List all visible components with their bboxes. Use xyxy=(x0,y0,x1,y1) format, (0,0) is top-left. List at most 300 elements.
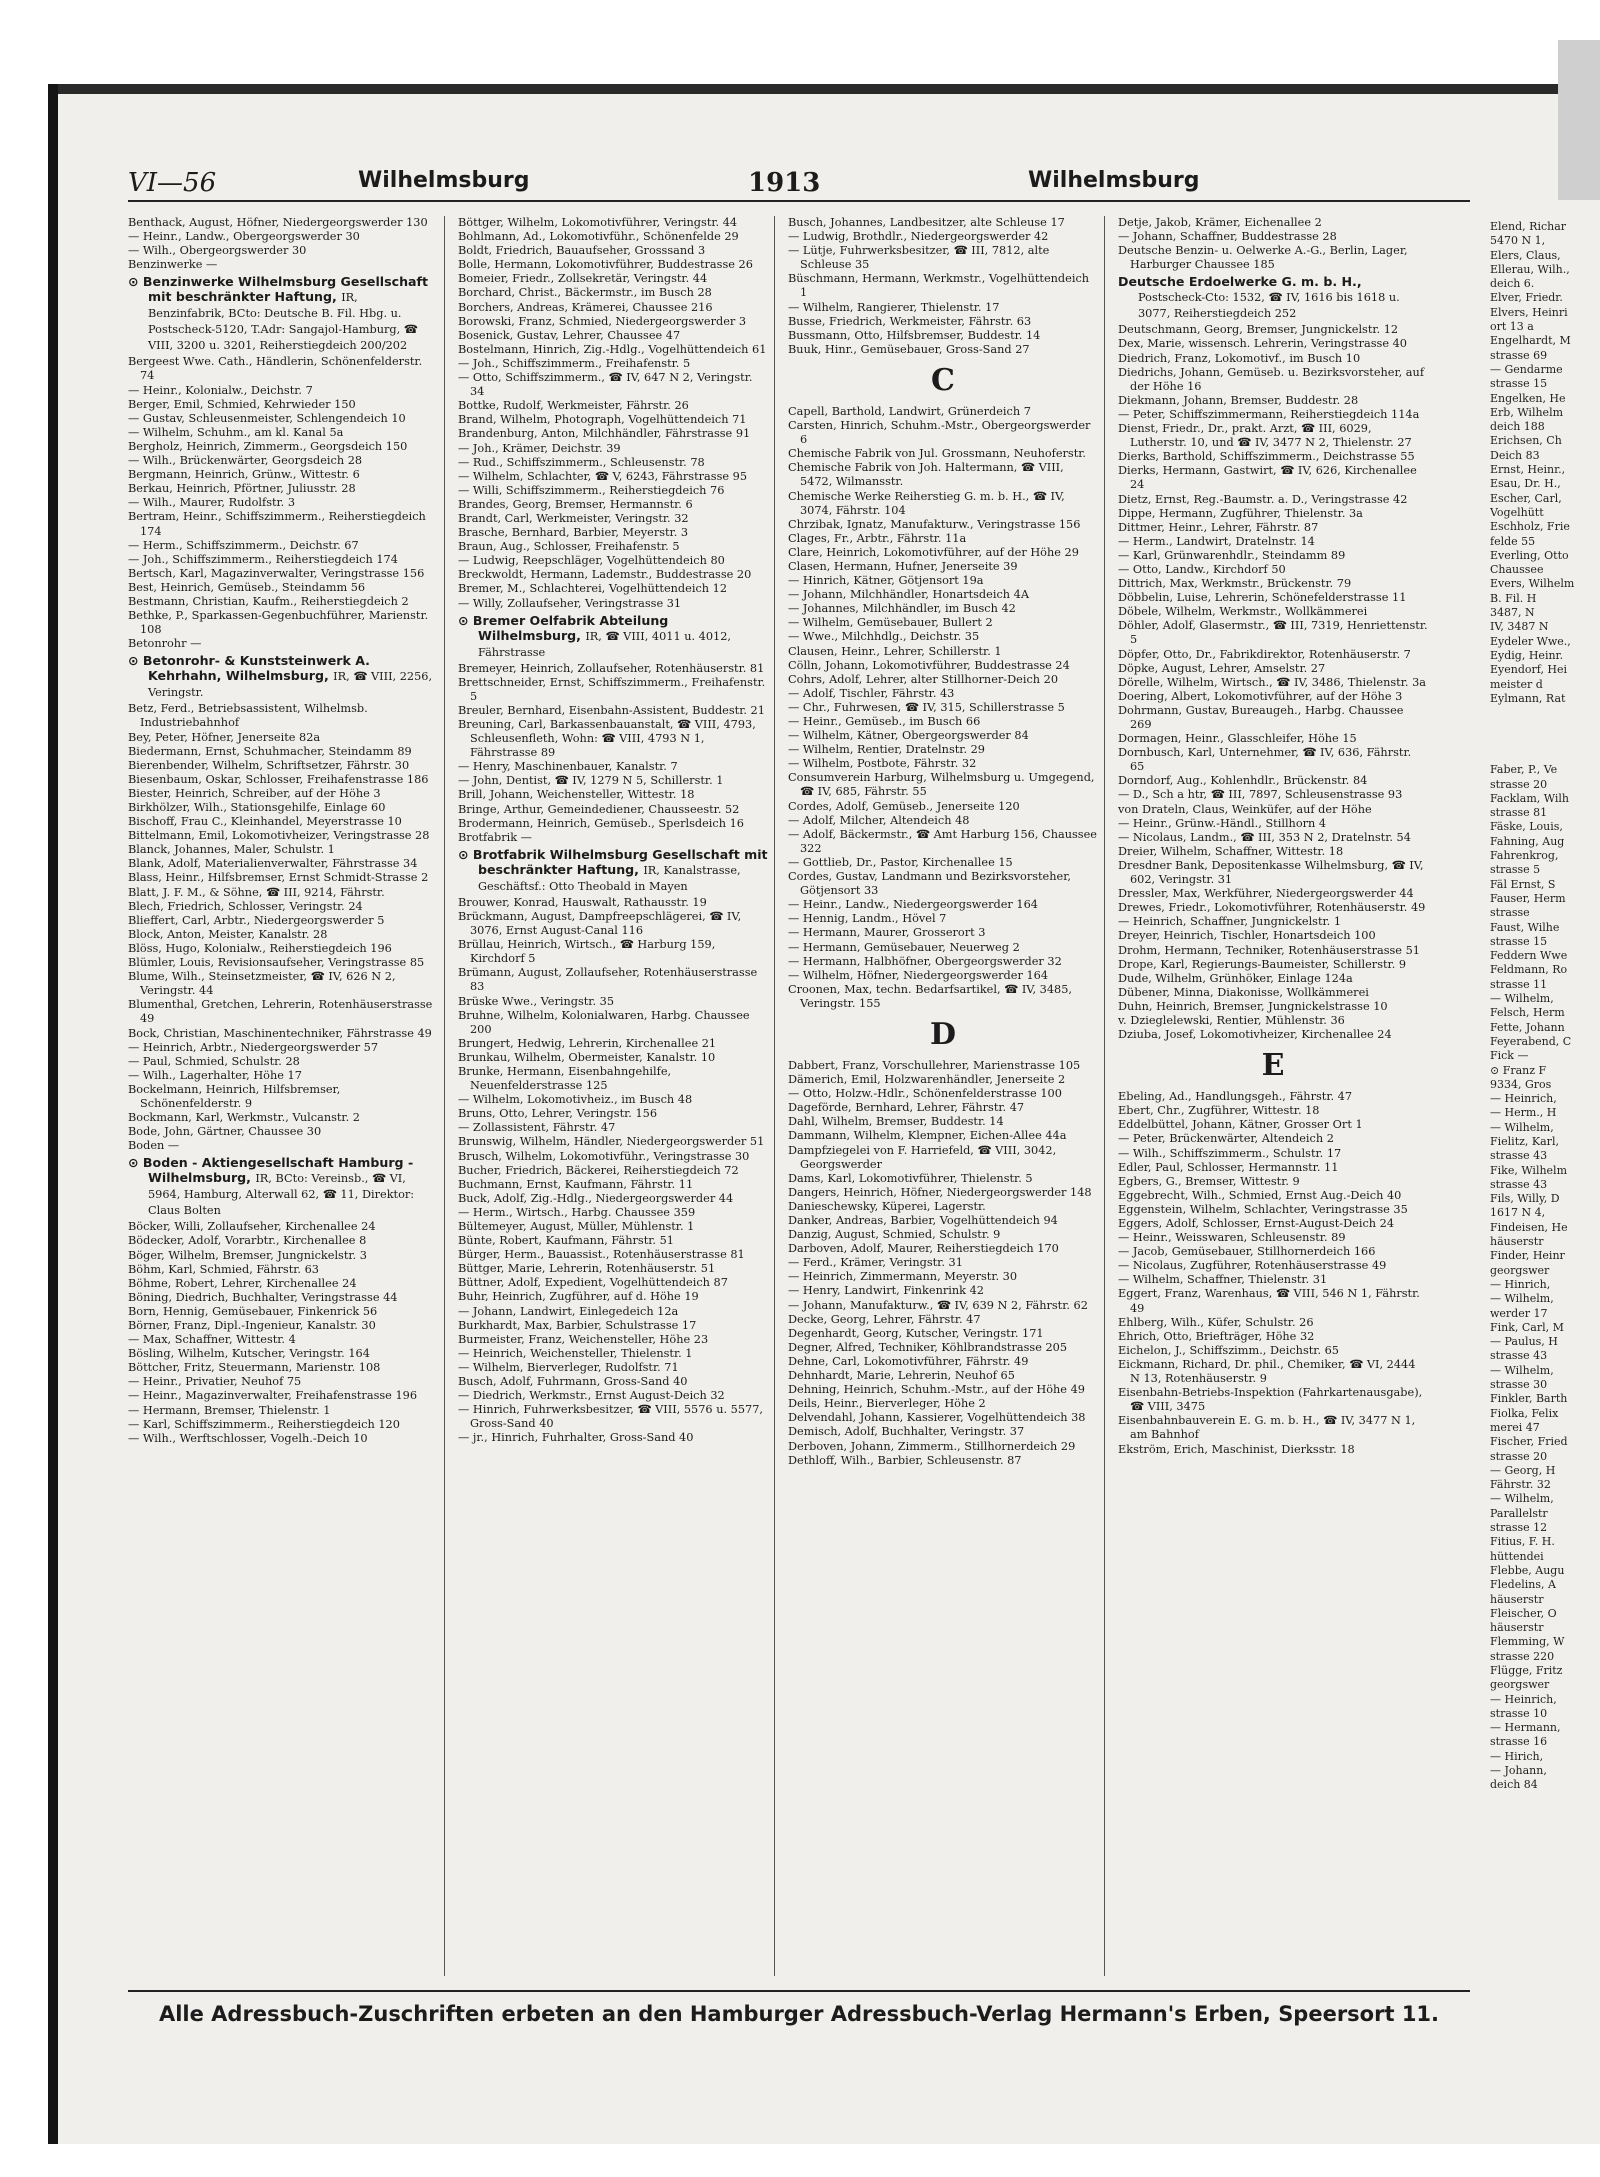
header-year: 1913 xyxy=(748,168,821,198)
directory-entry: Betonrohr — xyxy=(128,637,202,651)
directory-entry: — Rud., Schiffszimmerm., Schleusenstr. 78 xyxy=(458,455,705,469)
adjacent-entry-fragment: Eschholz, Frie xyxy=(1490,520,1570,534)
directory-entry: Croonen, Max, techn. Bedarfsartikel, ☎ IV, 3485, Veringstr. 155 xyxy=(788,982,1072,1010)
adjacent-entry-fragment: 1617 N 4, xyxy=(1490,1206,1546,1220)
directory-entry: Döbbelin, Luise, Lehrerin, Schönefelderstrasse 11 xyxy=(1118,591,1407,605)
adjacent-entry-fragment: strasse 43 xyxy=(1490,1349,1548,1363)
adjacent-entry-fragment: Vogelhütt xyxy=(1490,505,1544,519)
adjacent-entry-fragment: Findeisen, He xyxy=(1490,1220,1568,1234)
directory-entry: Buck, Adolf, Zig.-Hdlg., Niedergeorgswerder 44 xyxy=(458,1191,734,1205)
directory-entry: Bey, Peter, Höfner, Jenerseite 82a xyxy=(128,730,321,744)
directory-entry: Bottke, Rudolf, Werkmeister, Fährstr. 26 xyxy=(458,399,689,413)
directory-entry: — Otto, Schiffszimmerm., ☎ IV, 647 N 2, Veringstr. 34 xyxy=(458,371,753,399)
directory-entry: Breuler, Bernhard, Eisenbahn-Assistent, Buddestr. 21 xyxy=(458,703,765,717)
firm-name: Deutsche Erdoelwerke G. m. b. H., xyxy=(1118,274,1362,290)
directory-entry: — Heinr., Grünw.-Händl., Stillhorn 4 xyxy=(1118,816,1327,830)
directory-entry: Doering, Albert, Lokomotivführer, auf der Höhe 3 xyxy=(1118,689,1403,703)
adjacent-entry-fragment: strasse 20 xyxy=(1490,1449,1548,1463)
directory-entry: Cordes, Gustav, Landmann und Bezirksvorsteher, Götjensort 33 xyxy=(788,870,1071,898)
directory-entry: Eddelbüttel, Johann, Kätner, Grosser Ort 1 xyxy=(1118,1118,1363,1132)
adjacent-entry-fragment: häuserstr xyxy=(1490,1592,1544,1606)
directory-entry: Deutsche Benzin- u. Oelwerke A.-G., Berlin, Lager, Harburger Chaussee 185 xyxy=(1118,244,1408,272)
directory-column-4 xyxy=(1118,216,1434,1976)
adjacent-entry-fragment: hüttendei xyxy=(1490,1549,1544,1563)
directory-entry: — Heinr., Kolonialw., Deichstr. 7 xyxy=(128,383,313,397)
adjacent-entry-fragment: — Hermann, xyxy=(1490,1721,1561,1735)
adjacent-entry-fragment: georgswer xyxy=(1490,1263,1550,1277)
directory-entry: Benthack, August, Höfner, Niedergeorgswerder 130 xyxy=(128,216,428,229)
firm-listing xyxy=(128,653,438,700)
adjacent-entry-fragment: 9334, Gros xyxy=(1490,1077,1552,1091)
adjacent-entry-fragment: Elver, Friedr. xyxy=(1490,291,1563,305)
directory-entry: — Hermann, Bremser, Thielenstr. 1 xyxy=(128,1403,331,1417)
directory-entry: Born, Hennig, Gemüsebauer, Finkenrick 56 xyxy=(128,1304,378,1318)
directory-entry: Bittelmann, Emil, Lokomotivheizer, Veringstrasse 28 xyxy=(128,829,430,843)
directory-entry: Dangers, Heinrich, Höfner, Niedergeorgswerder 148 xyxy=(788,1185,1092,1199)
adjacent-entry-fragment: Flebbe, Augu xyxy=(1490,1563,1565,1577)
directory-entry: Brümann, August, Zollaufseher, Rotenhäuserstrasse 83 xyxy=(458,966,758,994)
adjacent-entry-fragment: Elvers, Heinri xyxy=(1490,305,1568,319)
directory-entry: — Wilh., Brückenwärter, Georgsdeich 28 xyxy=(128,454,363,468)
directory-entry: Bertram, Heinr., Schiffszimmerm., Reiherstiegdeich 174 xyxy=(128,510,426,538)
adjacent-entry-fragment: Fäl Ernst, S xyxy=(1490,877,1556,891)
directory-entry: — Hermann, Halbhöfner, Obergeorgswerder 32 xyxy=(788,954,1062,968)
directory-entry: Busch, Adolf, Fuhrmann, Gross-Sand 40 xyxy=(458,1375,688,1389)
adjacent-entry-fragment: Eydeler Wwe., xyxy=(1490,634,1571,648)
directory-entry: v. Dzieglelewski, Rentier, Mühlenstr. 36 xyxy=(1118,1013,1345,1027)
adjacent-entry-fragment: Finder, Heinr xyxy=(1490,1249,1565,1263)
directory-entry: — Wilhelm, Schuhm., am kl. Kanal 5a xyxy=(128,425,344,439)
directory-entry: Chemische Fabrik von Joh. Haltermann, ☎ VIII, 5472, Wilmansstr. xyxy=(788,461,1064,489)
directory-entry: — Otto, Holzw.-Hdlr., Schönenfelderstrasse 100 xyxy=(788,1087,1062,1101)
adjacent-entry-fragment: meister d xyxy=(1490,677,1543,691)
directory-entry: Brodermann, Heinrich, Gemüseb., Sperlsdeich 16 xyxy=(458,816,744,830)
directory-entry: Brunkau, Wilhelm, Obermeister, Kanalstr. 10 xyxy=(458,1050,716,1064)
directory-column-3 xyxy=(788,216,1105,1976)
directory-entry: — Chr., Fuhrwesen, ☎ IV, 315, Schillerstrasse 5 xyxy=(788,700,1065,714)
firm-detail: IR, ☎ VIII, 4011 u. 4012, Fährstrasse xyxy=(478,629,732,659)
adjacent-entry-fragment: Faber, P., Ve xyxy=(1490,763,1558,777)
directory-entry: Chemische Fabrik von Jul. Grossmann, Neuhoferstr. xyxy=(788,447,1087,461)
directory-entry: — Peter, Brückenwärter, Altendeich 2 xyxy=(1118,1132,1334,1146)
directory-entry: — Peter, Schiffszimmermann, Reiherstiegdeich 114a xyxy=(1118,407,1420,421)
adjacent-entry-fragment: IV, 3487 N xyxy=(1490,620,1549,634)
directory-entry: Bünte, Robert, Kaufmann, Fährstr. 51 xyxy=(458,1234,674,1248)
directory-entry: Drewes, Friedr., Lokomotivführer, Rotenhäuserstr. 49 xyxy=(1118,901,1426,915)
directory-entry: Bischoff, Frau C., Kleinhandel, Meyerstrasse 10 xyxy=(128,815,402,829)
adjacent-entry-fragment: Eylmann, Rat xyxy=(1490,691,1566,705)
directory-entry: Dornbusch, Karl, Unternehmer, ☎ IV, 636, Fährstr. 65 xyxy=(1118,746,1412,774)
directory-entry: — Heinrich, Weichensteller, Thielenstr. 1 xyxy=(458,1346,693,1360)
directory-entry: — Heinr., Landw., Obergeorgswerder 30 xyxy=(128,230,360,244)
page-header xyxy=(128,160,1470,202)
directory-entry: Bödecker, Adolf, Vorarbtr., Kirchenallee 8 xyxy=(128,1234,367,1248)
firm-name: ⊙ Betonrohr- & Kunststeinwerk A. Kehrhahn, Wilhelmsburg, xyxy=(128,653,370,684)
directory-entry: Brungert, Hedwig, Lehrerin, Kirchenallee 21 xyxy=(458,1036,717,1050)
directory-entry: — Wilhelm, Lokomotivheiz., im Busch 48 xyxy=(458,1093,693,1107)
directory-entry: — Adolf, Tischler, Fährstr. 43 xyxy=(788,686,955,700)
directory-entry: Eggers, Adolf, Schlosser, Ernst-August-Deich 24 xyxy=(1118,1217,1395,1230)
directory-entry: Cohrs, Adolf, Lehrer, alter Stillhorner-Deich 20 xyxy=(788,672,1059,686)
directory-entry: Berkau, Heinrich, Pförtner, Juliusstr. 28 xyxy=(128,482,356,496)
directory-entry: Eggebrecht, Wilh., Schmied, Ernst Aug.-Deich 40 xyxy=(1118,1188,1402,1202)
directory-entry: Clausen, Heinr., Lehrer, Schillerstr. 1 xyxy=(788,644,1002,658)
adjacent-entry-fragment: Flemming, W xyxy=(1490,1635,1565,1649)
directory-entry: Drohm, Hermann, Techniker, Rotenhäuserstrasse 51 xyxy=(1118,943,1420,957)
adjacent-entry-fragment: — Paulus, H xyxy=(1490,1335,1558,1349)
directory-entry: — Hennig, Landm., Hövel 7 xyxy=(788,912,947,926)
directory-entry: Detje, Jakob, Krämer, Eichenallee 2 xyxy=(1118,216,1322,229)
adjacent-entry-fragment: Fischer, Fried xyxy=(1490,1435,1568,1449)
adjacent-entry-fragment: Erb, Wilhelm xyxy=(1490,405,1564,419)
directory-entry: Cordes, Adolf, Gemüseb., Jenerseite 120 xyxy=(788,799,1020,813)
directory-entry: Blass, Heinr., Hilfsbremser, Ernst Schmidt-Strasse 2 xyxy=(128,871,429,885)
directory-entry: Borchard, Christ., Bäckermstr., im Busch 28 xyxy=(458,286,712,300)
directory-entry: — Willi, Schiffszimmerm., Reiherstiegdeich 76 xyxy=(458,483,725,497)
directory-entry: Blumenthal, Gretchen, Lehrerin, Rotenhäuserstrasse 49 xyxy=(128,998,433,1026)
directory-entry: — Ludwig, Reepschläger, Vogelhüttendeich 80 xyxy=(458,554,725,568)
adjacent-entry-fragment: Fahning, Aug xyxy=(1490,834,1565,848)
directory-entry: Böning, Diedrich, Buchhalter, Veringstrasse 44 xyxy=(128,1290,398,1304)
directory-entry: Biesenbaum, Oskar, Schlosser, Freihafenstrasse 186 xyxy=(128,772,429,786)
adjacent-entry-fragment: Fauser, Herm xyxy=(1490,891,1566,905)
adjacent-entry-fragment: Fink, Carl, M xyxy=(1490,1320,1564,1334)
directory-entry: Brettschneider, Ernst, Schiffszimmerm., Freihafenstr. 5 xyxy=(458,675,766,703)
directory-entry: Dehning, Heinrich, Schuhm.-Mstr., auf der Höhe 49 xyxy=(788,1383,1085,1397)
directory-entry: — Joh., Krämer, Deichstr. 39 xyxy=(458,441,621,455)
directory-entry: — Adolf, Milcher, Altendeich 48 xyxy=(788,813,970,827)
directory-entry: Duhn, Heinrich, Bremser, Jungnickelstrasse 10 xyxy=(1118,999,1388,1013)
adjacent-entry-fragment: Faust, Wilhe xyxy=(1490,920,1560,934)
adjacent-entry-fragment: strasse 69 xyxy=(1490,348,1548,362)
adjacent-entry-fragment: strasse 20 xyxy=(1490,777,1548,791)
directory-entry: Dietz, Ernst, Reg.-Baumstr. a. D., Veringstrasse 42 xyxy=(1118,492,1408,506)
directory-entry: Blümler, Louis, Revisionsaufseher, Veringstrasse 85 xyxy=(128,956,425,970)
directory-entry: Burkhardt, Max, Barbier, Schulstrasse 17 xyxy=(458,1318,697,1332)
directory-entry: Boden — xyxy=(128,1139,180,1153)
directory-entry: — Nicolaus, Landm., ☎ III, 353 N 2, Dratelnstr. 54 xyxy=(1118,830,1411,844)
directory-entry: — Wilh., Maurer, Rudolfstr. 3 xyxy=(128,496,296,510)
directory-entry: Eggenstein, Wilhelm, Schlachter, Veringstrasse 35 xyxy=(1118,1202,1408,1216)
directory-entry: Bockmann, Karl, Werkmstr., Vulcanstr. 2 xyxy=(128,1111,360,1125)
directory-entry: Döhler, Adolf, Glasermstr., ☎ III, 7319, Henriettenstr. 5 xyxy=(1118,619,1428,647)
directory-entry: — Ludwig, Brothdlr., Niedergeorgswerder 42 xyxy=(788,230,1049,244)
directory-entry: Berger, Emil, Schmied, Kehrwieder 150 xyxy=(128,397,356,411)
adjacent-entry-fragment: Fitius, F. H. xyxy=(1490,1535,1555,1549)
firm-listing xyxy=(458,613,768,660)
directory-entry: Brand, Wilhelm, Photograph, Vogelhüttendeich 71 xyxy=(458,413,747,427)
adjacent-entry-fragment: Everling, Otto xyxy=(1490,548,1569,562)
directory-entry: Borowski, Franz, Schmied, Niedergeorgswerder 3 xyxy=(458,314,747,328)
adjacent-entry-fragment: Fette, Johann xyxy=(1490,1020,1565,1034)
adjacent-entry-fragment: Fike, Wilhelm xyxy=(1490,1163,1568,1177)
directory-entry: Bock, Christian, Maschinentechniker, Fährstrasse 49 xyxy=(128,1026,432,1040)
directory-entry: Dörelle, Wilhelm, Wirtsch., ☎ IV, 3486, Thielenstr. 3a xyxy=(1118,675,1426,689)
directory-entry: — Heinr., Weisswaren, Schleusenstr. 89 xyxy=(1118,1231,1346,1245)
directory-entry: Darboven, Adolf, Maurer, Reiherstiegdeich 170 xyxy=(788,1242,1059,1256)
directory-entry: — Wilhelm, Bierverleger, Rudolfstr. 71 xyxy=(458,1360,679,1374)
adjacent-entry-fragment: Deich 83 xyxy=(1490,448,1540,462)
directory-entry: Buchmann, Ernst, Kaufmann, Fährstr. 11 xyxy=(458,1177,694,1191)
firm-detail: IR, Kanalstrasse, Geschäftsf.: Otto Theobald in Mayen xyxy=(478,863,741,893)
directory-entry: Dammann, Wilhelm, Klempner, Eichen-Allee 44a xyxy=(788,1129,1067,1143)
directory-entry: — Heinr., Gemüseb., im Busch 66 xyxy=(788,715,981,728)
directory-entry: Chemische Werke Reiherstieg G. m. b. H., ☎ IV, 3074, Fährstr. 104 xyxy=(788,489,1065,517)
directory-entry: Dierks, Hermann, Gastwirt, ☎ IV, 626, Kirchenallee 24 xyxy=(1118,464,1417,492)
directory-entry: Borchers, Andreas, Krämerei, Chaussee 216 xyxy=(458,300,713,314)
directory-entry: — Johann, Milchhändler, Honartsdeich 4A xyxy=(788,588,1029,602)
directory-entry: Eisenbahnbauverein E. G. m. b. H., ☎ IV, 3477 N 1, am Bahnhof xyxy=(1118,1414,1416,1442)
directory-entry: Eickmann, Richard, Dr. phil., Chemiker, ☎ VI, 2444 N 13, Rotenhäuserstr. 9 xyxy=(1118,1357,1416,1386)
directory-entry: Drope, Karl, Regierungs-Baumeister, Schillerstr. 9 xyxy=(1118,957,1407,971)
directory-entry: Bruhne, Wilhelm, Kolonialwaren, Harbg. Chaussee 200 xyxy=(458,1008,750,1036)
directory-entry: Böttger, Wilhelm, Lokomotivführer, Veringstr. 44 xyxy=(458,216,738,229)
adjacent-entry-fragment xyxy=(1490,706,1600,720)
directory-entry: Breckwoldt, Hermann, Lademstr., Buddestrasse 20 xyxy=(458,568,752,582)
directory-entry: Bürger, Herm., Bauassist., Rotenhäuserstrasse 81 xyxy=(458,1248,745,1262)
directory-entry: Demisch, Adolf, Buchhalter, Veringstr. 37 xyxy=(788,1425,1025,1439)
adjacent-entry-fragment: Eyendorf, Hei xyxy=(1490,663,1568,677)
directory-entry: — Johannes, Milchhändler, im Busch 42 xyxy=(788,602,1016,616)
adjacent-entry-fragment: Ellerau, Wilh., xyxy=(1490,262,1570,276)
directory-entry: — Wwe., Milchhdlg., Deichstr. 35 xyxy=(788,630,980,644)
directory-entry: — Henry, Landwirt, Finkenrink 42 xyxy=(788,1284,984,1298)
adjacent-entry-fragment: häuserstr xyxy=(1490,1235,1544,1249)
adjacent-entry-fragment: Ernst, Heinr., xyxy=(1490,463,1566,477)
directory-entry: Dittmer, Heinr., Lehrer, Fährstr. 87 xyxy=(1118,520,1319,534)
firm-listing xyxy=(458,847,768,894)
directory-entry: Benzinwerke — xyxy=(128,258,218,272)
directory-entry: — Johann, Schaffner, Buddestrasse 28 xyxy=(1118,230,1337,244)
adjacent-entry-fragment: felde 55 xyxy=(1490,534,1536,548)
adjacent-entry-fragment: ⊙ Franz F xyxy=(1490,1063,1547,1077)
directory-column-1 xyxy=(128,216,445,1976)
directory-entry: Brandt, Carl, Werkmeister, Veringstr. 32 xyxy=(458,511,689,525)
directory-entry: — Wilh., Schiffszimmerm., Schulstr. 17 xyxy=(1118,1146,1342,1160)
adjacent-entry-fragment: deich 84 xyxy=(1490,1778,1538,1792)
directory-entry: Böhme, Robert, Lehrer, Kirchenallee 24 xyxy=(128,1276,357,1290)
directory-entry: Clages, Fr., Arbtr., Fährstr. 11a xyxy=(788,531,967,545)
directory-entry: Büttger, Marie, Lehrerin, Rotenhäuserstr. 51 xyxy=(458,1262,716,1276)
directory-entry: Bremeyer, Heinrich, Zollaufseher, Rotenhäuserstr. 81 xyxy=(458,661,765,675)
adjacent-entry-fragment: Fäske, Louis, xyxy=(1490,820,1563,834)
directory-entry: Brüllau, Heinrich, Wirtsch., ☎ Harburg 159, Kirchdorf 5 xyxy=(458,938,716,966)
adjacent-entry-fragment: Fleischer, O xyxy=(1490,1606,1557,1620)
directory-entry: — Adolf, Bäckermstr., ☎ Amt Harburg 156, Chaussee 322 xyxy=(788,827,1097,855)
directory-entry: — D., Sch a htr, ☎ III, 7897, Schleusenstrasse 93 xyxy=(1118,788,1403,802)
directory-entry: von Drateln, Claus, Weinküfer, auf der Höhe xyxy=(1118,802,1372,816)
directory-entry: Ehlberg, Wilh., Küfer, Schulstr. 26 xyxy=(1118,1315,1314,1329)
directory-entry: Burmeister, Franz, Weichensteller, Höhe 23 xyxy=(458,1332,709,1346)
directory-entry: — Karl, Grünwarenhdlr., Steindamm 89 xyxy=(1118,548,1346,562)
adjacent-entry-fragment: strasse 15 xyxy=(1490,934,1548,948)
directory-entry: — Hinrich, Fuhrwerksbesitzer, ☎ VIII, 5576 u. 5577, Gross-Sand 40 xyxy=(458,1403,763,1431)
adjacent-entry-fragment: Feyerabend, C xyxy=(1490,1034,1572,1048)
directory-entry: Döpke, August, Lehrer, Amselstr. 27 xyxy=(1118,661,1326,675)
directory-entry: Büschmann, Hermann, Werkmstr., Vogelhüttendeich 1 xyxy=(788,272,1090,300)
directory-entry: Biester, Heinrich, Schreiber, auf der Höhe 3 xyxy=(128,786,381,800)
directory-entry: Dahl, Wilhelm, Bremser, Buddestr. 14 xyxy=(788,1115,1004,1129)
firm-name: ⊙ Boden - Aktiengesellschaft Hamburg - Wilhelmsburg, xyxy=(128,1155,414,1186)
directory-entry: — Lütje, Fuhrwerksbesitzer, ☎ III, 7812, alte Schleuse 35 xyxy=(788,244,1050,272)
directory-entry: — Wilh., Werftschlosser, Vogelh.-Deich 10 xyxy=(128,1431,368,1445)
adjacent-entry-fragment: Evers, Wilhelm xyxy=(1490,577,1575,591)
adjacent-entry-fragment: strasse 5 xyxy=(1490,863,1541,877)
directory-entry: Dethloff, Wilh., Barbier, Schleusenstr. 87 xyxy=(788,1453,1022,1467)
directory-entry: — Wilhelm, Kätner, Obergeorgswerder 84 xyxy=(788,729,1029,743)
directory-entry: — Diedrich, Werkmstr., Ernst August-Deich 32 xyxy=(458,1389,725,1403)
adjacent-entry-fragment: Elers, Claus, xyxy=(1490,248,1561,262)
directory-entry: Döbele, Wilhelm, Werkmstr., Wollkämmerei xyxy=(1118,605,1368,619)
section-letter: D xyxy=(929,1016,956,1052)
directory-entry: Boldt, Friedrich, Bauaufseher, Grosssand 3 xyxy=(458,244,706,258)
adjacent-entry-fragment: Finkler, Barth xyxy=(1490,1392,1568,1406)
directory-entry: Dormagen, Heinr., Glasschleifer, Höhe 15 xyxy=(1118,732,1357,746)
directory-entry: Börner, Franz, Dipl.-Ingenieur, Kanalstr. 30 xyxy=(128,1319,376,1332)
directory-entry: Dehnhardt, Marie, Lehrerin, Neuhof 65 xyxy=(788,1369,1015,1383)
directory-entry: Böcker, Willi, Zollaufseher, Kirchenallee 24 xyxy=(128,1220,376,1234)
directory-entry: Brandenburg, Anton, Milchhändler, Fährstrasse 91 xyxy=(458,427,751,441)
directory-entry: — Wilhelm, Postbote, Fährstr. 32 xyxy=(788,757,977,771)
directory-entry: Ebert, Chr., Zugführer, Wittestr. 18 xyxy=(1118,1104,1320,1118)
directory-entry: — Heinrich, Schaffner, Jungnickelstr. 1 xyxy=(1118,915,1342,929)
directory-entry: — Heinr., Landw., Niedergeorgswerder 164 xyxy=(788,898,1038,912)
directory-entry: Dorndorf, Aug., Kohlenhdlr., Brückenstr. 84 xyxy=(1118,774,1368,788)
directory-entry: — Gustav, Schleusenmeister, Schlengendeich 10 xyxy=(128,411,406,425)
directory-entry: — Wilh., Lagerhalter, Höhe 17 xyxy=(128,1068,302,1082)
directory-entry: Clare, Heinrich, Lokomotivführer, auf der Höhe 29 xyxy=(788,545,1079,559)
directory-entry: Böhm, Karl, Schmied, Fährstr. 63 xyxy=(128,1262,319,1276)
firm-name: ⊙ Benzinwerke Wilhelmsburg Gesellschaft mit beschränkter Haftung, xyxy=(128,274,429,305)
directory-entry: Böger, Wilhelm, Bremser, Jungnickelstr. 3 xyxy=(128,1248,367,1262)
directory-entry: Blech, Friedrich, Schlosser, Veringstr. 24 xyxy=(128,899,363,913)
directory-entry: — Max, Schaffner, Wittestr. 4 xyxy=(128,1333,296,1347)
adjacent-entry-fragment: merei 47 xyxy=(1490,1420,1540,1434)
directory-entry: Breuning, Carl, Barkassenbauanstalt, ☎ VIII, 4793, Schleusenfleth, Wohn: ☎ VIII, 4793 N 1, Fährstrasse 89 xyxy=(458,718,756,760)
directory-entry: Brasche, Bernhard, Barbier, Meyerstr. 3 xyxy=(458,526,689,540)
directory-entry: — Herm., Wirtsch., Harbg. Chaussee 359 xyxy=(458,1205,696,1219)
adjacent-entry-fragment: Facklam, Wilh xyxy=(1490,791,1570,805)
adjacent-entry-fragment: Fledelins, A xyxy=(1490,1578,1556,1592)
adjacent-entry-fragment: Erichsen, Ch xyxy=(1490,434,1562,448)
directory-entry: Bomeier, Friedr., Zollsekretär, Veringstr. 44 xyxy=(458,272,708,286)
directory-entry: — Heinrich, Arbtr., Niedergeorgswerder 57 xyxy=(128,1040,379,1054)
adjacent-entry-fragment: georgswer xyxy=(1490,1678,1550,1692)
directory-entry: Dreyer, Heinrich, Tischler, Honartsdeich 100 xyxy=(1118,929,1376,943)
directory-entry: Ekström, Erich, Maschinist, Dierksstr. 18 xyxy=(1118,1442,1355,1456)
directory-entry: Bode, John, Gärtner, Chaussee 30 xyxy=(128,1125,322,1139)
firm-listing xyxy=(128,1155,438,1218)
directory-entry: Bültemeyer, August, Müller, Mühlenstr. 1 xyxy=(458,1220,695,1233)
directory-columns xyxy=(128,216,1470,1976)
directory-entry: — Wilhelm, Höfner, Niedergeorgswerder 164 xyxy=(788,968,1049,982)
directory-entry: Edler, Paul, Schlosser, Hermannstr. 11 xyxy=(1118,1160,1339,1174)
adjacent-page-column xyxy=(1490,220,1600,1980)
adjacent-entry-fragment: strasse 16 xyxy=(1490,1735,1548,1749)
directory-entry: Danker, Andreas, Barbier, Vogelhüttendeich 94 xyxy=(788,1214,1058,1227)
directory-entry: — Hermann, Maurer, Grosserort 3 xyxy=(788,926,986,940)
header-left-title: Wilhelmsburg xyxy=(358,168,530,193)
adjacent-entry-fragment: strasse 30 xyxy=(1490,1378,1548,1392)
directory-entry: — Jacob, Gemüsebauer, Stillhornerdeich 166 xyxy=(1118,1245,1376,1259)
directory-entry: Deutschmann, Georg, Bremser, Jungnickelstr. 12 xyxy=(1118,323,1399,337)
directory-entry: Ehrich, Otto, Briefträger, Höhe 32 xyxy=(1118,1329,1315,1343)
adjacent-entry-fragment: Fils, Willy, D xyxy=(1490,1192,1560,1206)
adjacent-entry-fragment: strasse 81 xyxy=(1490,806,1548,820)
directory-entry: Bertsch, Karl, Magazinverwalter, Veringstrasse 156 xyxy=(128,566,425,580)
adjacent-entry-fragment: Flügge, Fritz xyxy=(1490,1663,1563,1677)
edge-strip xyxy=(1558,40,1600,200)
adjacent-entry-fragment: Elend, Richar xyxy=(1490,220,1567,233)
adjacent-entry-fragment: Parallelstr xyxy=(1490,1506,1548,1520)
adjacent-entry-fragment: Feldmann, Ro xyxy=(1490,963,1568,977)
directory-entry: Dierks, Barthold, Schiffszimmerm., Deichstrasse 55 xyxy=(1118,450,1415,464)
adjacent-entry-fragment: häuserstr xyxy=(1490,1621,1544,1635)
directory-entry: Dziuba, Josef, Lokomotivheizer, Kirchenallee 24 xyxy=(1118,1028,1392,1042)
directory-entry: — Heinr., Privatier, Neuhof 75 xyxy=(128,1375,302,1389)
directory-entry: Braun, Aug., Schlosser, Freihafenstr. 5 xyxy=(458,540,680,554)
adjacent-entry-fragment: Fährstr. 32 xyxy=(1490,1478,1551,1492)
firm-detail: IR, ☎ VIII, 2256, Veringstr. xyxy=(148,670,433,700)
directory-entry: Diekmann, Johann, Bremser, Buddestr. 28 xyxy=(1118,393,1359,407)
directory-entry: Diedrichs, Johann, Gemüseb. u. Bezirksvorsteher, auf der Höhe 16 xyxy=(1118,365,1425,393)
adjacent-entry-fragment: Fiolka, Felix xyxy=(1490,1406,1559,1420)
directory-entry: — Otto, Landw., Kirchdorf 50 xyxy=(1118,562,1286,576)
directory-entry: Brusch, Wilhelm, Lokomotivführ., Veringstrasse 30 xyxy=(458,1149,750,1163)
directory-entry: Dehne, Carl, Lokomotivführer, Fährstr. 49 xyxy=(788,1354,1029,1368)
directory-entry: Bolle, Hermann, Lokomotivführer, Buddestrasse 26 xyxy=(458,258,753,272)
directory-entry: — Johann, Manufakturw., ☎ IV, 639 N 2, Fährstr. 62 xyxy=(788,1298,1088,1312)
directory-entry: Dageförde, Bernhard, Lehrer, Fährstr. 47 xyxy=(788,1101,1025,1115)
directory-entry: Betz, Ferd., Betriebsassistent, Wilhelmsb. Industriebahnhof xyxy=(128,702,368,730)
firm-detail: IR, Benzinfabrik, BCto: Deutsche B. Fil. Hbg. u. Postscheck-5120, T.Adr: Sangajol-Hamburg, ☎ VIII, 3200 u. 3201, Reiherstiegdeich 200/202 xyxy=(148,291,418,353)
adjacent-entry-fragment: — Georg, H xyxy=(1490,1463,1556,1477)
directory-page xyxy=(128,160,1470,2110)
directory-entry: Derboven, Johann, Zimmerm., Stillhornerdeich 29 xyxy=(788,1439,1076,1453)
directory-entry: — Wilhelm, Gemüsebauer, Bullert 2 xyxy=(788,616,993,630)
adjacent-entry-fragment: deich 188 xyxy=(1490,420,1545,434)
adjacent-entry-fragment: B. Fil. H xyxy=(1490,591,1537,605)
directory-entry: — Wilhelm, Rangierer, Thielenstr. 17 xyxy=(788,300,1000,314)
directory-entry: — Hermann, Gemüsebauer, Neuerweg 2 xyxy=(788,940,1020,954)
directory-entry: — John, Dentist, ☎ IV, 1279 N 5, Schillerstr. 1 xyxy=(458,774,724,788)
directory-entry: Böttcher, Fritz, Steuermann, Marienstr. 108 xyxy=(128,1361,381,1375)
directory-entry: — Heinrich, Zimmermann, Meyerstr. 30 xyxy=(788,1270,1018,1284)
header-right-title: Wilhelmsburg xyxy=(1028,168,1200,193)
directory-entry: Bergholz, Heinrich, Zimmerm., Georgsdeich 150 xyxy=(128,439,408,453)
adjacent-entry-fragment: Fahrenkrog, xyxy=(1490,849,1559,863)
directory-entry: — Karl, Schiffszimmerm., Reiherstiegdeich 120 xyxy=(128,1417,400,1431)
directory-entry: Bostelmann, Hinrich, Zig.-Hdlg., Vogelhüttendeich 61 xyxy=(458,342,767,356)
directory-entry: Bierenbender, Wilhelm, Schriftsetzer, Fährstr. 30 xyxy=(128,758,410,772)
firm-detail: IR, BCto: Vereinsb., ☎ VI, 5964, Hamburg, Alterwall 62, ☎ 11, Direktor: Claus Bolten xyxy=(148,1172,415,1218)
directory-entry: Bestmann, Christian, Kaufm., Reiherstiegdeich 2 xyxy=(128,594,409,608)
directory-entry: Bosenick, Gustav, Lehrer, Chaussee 47 xyxy=(458,328,681,342)
directory-entry: Dampfziegelei von F. Harriefeld, ☎ VIII, 3042, Georgswerder xyxy=(788,1143,1057,1171)
adjacent-entry-fragment: Esau, Dr. H., xyxy=(1490,477,1561,491)
directory-entry: Blöss, Hugo, Kolonialw., Reiherstiegdeich 196 xyxy=(128,941,392,955)
firm-listing xyxy=(1118,274,1428,321)
directory-entry: Blank, Adolf, Materialienverwalter, Fährstrasse 34 xyxy=(128,857,418,871)
directory-entry: Dresdner Bank, Depositenkasse Wilhelmsburg, ☎ IV, 602, Veringstr. 31 xyxy=(1118,858,1424,887)
directory-entry: Danieschewsky, Küperei, Lagerstr. xyxy=(788,1199,986,1213)
directory-entry: — Heinr., Magazinverwalter, Freihafenstrasse 196 xyxy=(128,1389,418,1403)
directory-entry: Brüske Wwe., Veringstr. 35 xyxy=(458,994,615,1008)
directory-entry: — Johann, Landwirt, Einlegedeich 12a xyxy=(458,1304,679,1318)
directory-entry: Decke, Georg, Lehrer, Fährstr. 47 xyxy=(788,1312,981,1326)
directory-entry: Cölln, Johann, Lokomotivführer, Buddestrasse 24 xyxy=(788,658,1070,672)
adjacent-entry-fragment: Felsch, Herm xyxy=(1490,1006,1565,1020)
